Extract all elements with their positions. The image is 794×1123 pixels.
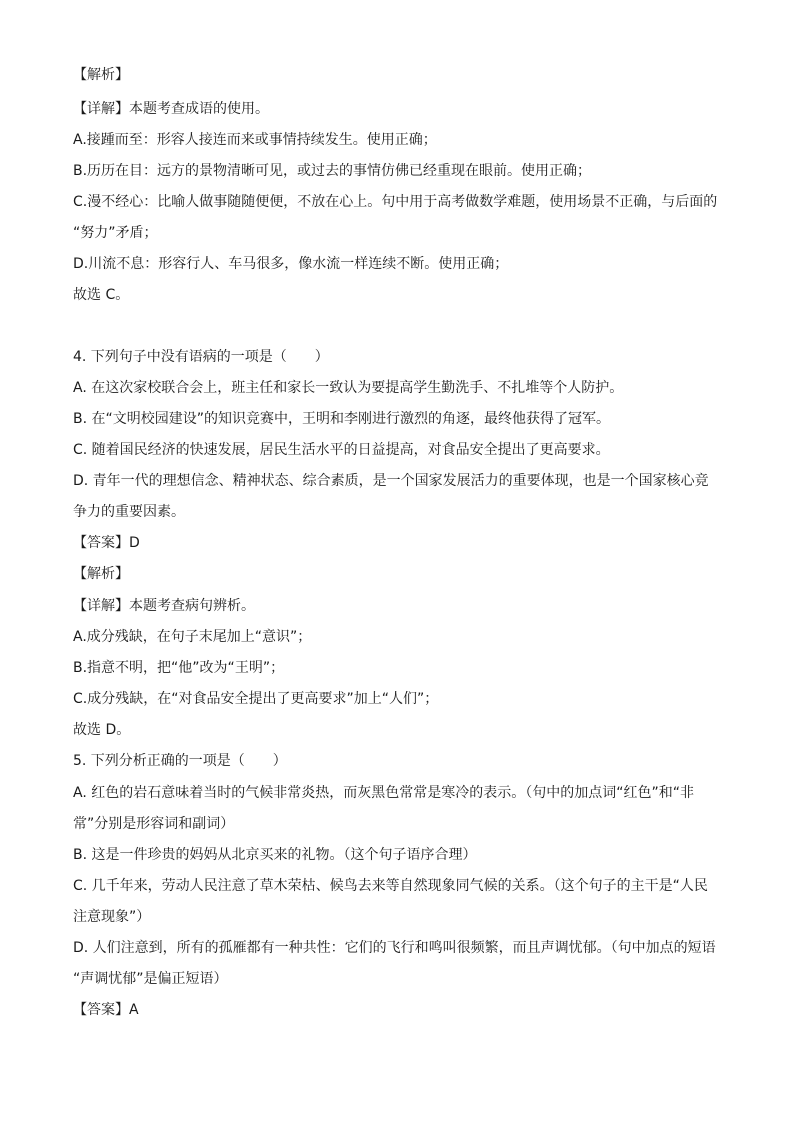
explanation-d: D.川流不息：形容行人、车马很多，像水流一样连续不断。使用正确； (73, 256, 509, 272)
question-4-stem: 4. 下列句子中没有语病的一项是（ ） (73, 349, 329, 365)
question-4-answer: 【答案】D (73, 535, 140, 551)
question-4-detail-heading: 【详解】本题考查病句辨析。 (73, 598, 255, 614)
question-4-analysis-heading: 【解析】 (73, 566, 129, 582)
question-4-option-b: B. 在“文明校园建设”的知识竞赛中，王明和李刚进行激烈的角逐，最终他获得了冠军。 (73, 411, 611, 427)
question-5-option-a-line1: A. 红色的岩石意味着当时的气候非常炎热，而灰黑色常常是寒冷的表示。（句中的加点词“红色”和“非 (73, 785, 694, 801)
question-4-option-c: C. 随着国民经济的快速发展，居民生活水平的日益提高，对食品安全提出了更高要求。 (73, 442, 610, 458)
question-4-explanation-b: B.指意不明，把“他”改为“王明”； (73, 660, 285, 676)
question-5-option-c-line2: 注意现象”） (73, 909, 151, 925)
question-4-option-a: A. 在这次家校联合会上，班主任和家长一致认为要提高学生勤洗手、不扎堆等个人防护。 (73, 380, 624, 396)
question-4-option-d-line1: D. 青年一代的理想信念、精神状态、综合素质，是一个国家发展活力的重要体现，也是一个国家核心竞 (73, 473, 709, 489)
question-4-conclusion: 故选 D。 (73, 722, 131, 738)
question-4-explanation-c: C.成分残缺，在“对食品安全提出了更高要求”加上“人们”； (73, 691, 439, 707)
explanation-a: A.接踵而至：形容人接连而来或事情持续发生。使用正确； (73, 132, 437, 148)
question-5-option-b: B. 这是一件珍贵的妈妈从北京买来的礼物。（这个句子语序合理） (73, 847, 477, 863)
explanation-b: B.历历在目：远方的景物清晰可见，或过去的事情仿佛已经重现在眼前。使用正确； (73, 163, 592, 179)
question-5-option-d-line2: “声调忧郁”是偏正短语） (73, 971, 228, 987)
question-5-option-c-line1: C. 几千年来，劳动人民注意了草木荣枯、候鸟去来等自然现象同气候的关系。（这个句子的主干是“人民 (73, 878, 708, 894)
question-5-answer: 【答案】A (73, 1002, 139, 1018)
question-5-stem: 5. 下列分析正确的一项是（ ） (73, 753, 287, 769)
explanation-c-line2: “努力”矛盾； (73, 225, 158, 241)
analysis-heading: 【解析】 (73, 67, 129, 83)
question-4-option-d-line2: 争力的重要因素。 (73, 504, 185, 520)
question-5-option-d-line1: D. 人们注意到，所有的孤雁都有一种共性：它们的飞行和鸣叫很频繁，而且声调忧郁。（句中加点的短语 (73, 940, 716, 956)
explanation-c-line1: C.漫不经心：比喻人做事随随便便，不放在心上。句中用于高考做数学难题，使用场景不正确，与后面的 (73, 194, 718, 210)
conclusion: 故选 C。 (73, 287, 130, 303)
question-5-option-a-line2: 常”分别是形容词和副词） (73, 816, 235, 832)
question-4-explanation-a: A.成分残缺，在句子末尾加上“意识”； (73, 629, 312, 645)
detail-heading: 【详解】本题考查成语的使用。 (73, 101, 269, 117)
